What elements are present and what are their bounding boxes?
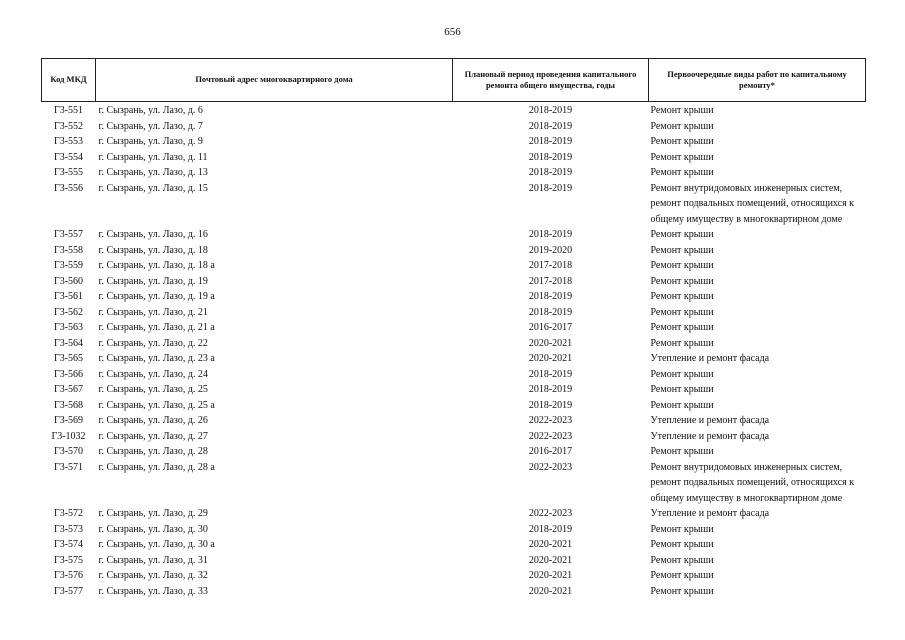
row-works-line: Ремонт крыши	[650, 337, 714, 349]
table-body	[42, 102, 866, 600]
row-works-line: общему имуществу в многоквартирном доме	[650, 492, 843, 504]
row-period: 2020-2021	[528, 570, 573, 581]
row-code: Г3-554	[53, 151, 84, 163]
row-period: 2016-2017	[528, 322, 573, 333]
row-address: г. Сызрань, ул. Лазо, д. 15	[98, 182, 208, 194]
table-row	[42, 537, 866, 553]
row-works	[649, 102, 866, 119]
row-code: Г3-570	[53, 446, 84, 457]
row-code: Г3-560	[53, 275, 84, 287]
row-works-line: Ремонт внутридомовых инженерных систем,	[650, 182, 843, 194]
row-works	[649, 134, 866, 150]
row-period: 2022-2023	[528, 508, 573, 519]
header-works: Первоочередные виды работ по капитальному ремонту*	[649, 59, 866, 102]
row-works-line: Утепление и ремонт фасада	[650, 415, 770, 426]
row-code: Г3-559	[53, 260, 84, 271]
table-row	[42, 102, 866, 119]
table-row	[42, 150, 866, 166]
table-row	[42, 506, 866, 522]
table-row	[42, 181, 866, 228]
row-works-line: ремонт подвальных помещений, относящихся к	[650, 477, 855, 488]
row-works	[649, 584, 866, 600]
row-code: Г3-553	[53, 136, 84, 147]
row-period: 2018-2019	[528, 151, 573, 163]
row-code: Г3-569	[53, 415, 84, 426]
row-works-line: Ремонт крыши	[650, 229, 714, 240]
table-row	[42, 568, 866, 584]
row-address: г. Сызрань, ул. Лазо, д. 18 а	[98, 260, 215, 271]
row-works-line: Ремонт крыши	[650, 384, 714, 395]
row-address: г. Сызрань, ул. Лазо, д. 29	[98, 508, 208, 519]
row-address: г. Сызрань, ул. Лазо, д. 11	[98, 151, 208, 163]
row-address: г. Сызрань, ул. Лазо, д. 32	[98, 570, 208, 581]
row-works	[649, 460, 866, 507]
row-period: 2016-2017	[528, 446, 573, 457]
row-works	[649, 444, 866, 460]
row-address: г. Сызрань, ул. Лазо, д. 25	[98, 384, 208, 395]
row-works-line: Ремонт крыши	[650, 167, 714, 178]
row-works-line: Ремонт крыши	[650, 570, 714, 581]
row-address: г. Сызрань, ул. Лазо, д. 23 а	[98, 353, 215, 364]
row-works	[649, 382, 866, 398]
row-works	[649, 367, 866, 383]
row-code: Г3-1032	[51, 430, 86, 442]
row-address: г. Сызрань, ул. Лазо, д. 26	[98, 415, 208, 426]
row-code: Г3-551	[53, 105, 84, 116]
table-row	[42, 367, 866, 383]
row-period: 2019-2020	[528, 244, 573, 256]
row-code: Г3-552	[53, 120, 84, 132]
row-works-line: Ремонт внутридомовых инженерных систем,	[650, 461, 843, 473]
row-address: г. Сызрань, ул. Лазо, д. 22	[98, 337, 208, 349]
table-row	[42, 258, 866, 274]
row-works-line: Ремонт крыши	[650, 322, 714, 333]
row-code: Г3-555	[53, 167, 84, 178]
row-works	[649, 243, 866, 259]
row-works	[649, 568, 866, 584]
table-row	[42, 134, 866, 150]
table-row	[42, 584, 866, 600]
row-address: г. Сызрань, ул. Лазо, д. 28 а	[98, 461, 215, 473]
row-address: г. Сызрань, ул. Лазо, д. 7	[98, 120, 203, 132]
row-address: г. Сызрань, ул. Лазо, д. 27	[98, 430, 208, 442]
row-works-line: Утепление и ремонт фасада	[650, 430, 770, 442]
table-row	[42, 429, 866, 445]
row-period: 2020-2021	[528, 353, 573, 364]
page-number: 656	[444, 26, 461, 38]
row-works	[649, 227, 866, 243]
table-row	[42, 274, 866, 290]
row-works	[649, 181, 866, 228]
row-period: 2018-2019	[528, 120, 573, 132]
table-row	[42, 320, 866, 336]
row-code: Г3-562	[53, 306, 84, 318]
header-code: Код МКД	[42, 59, 96, 102]
row-works-line: Ремонт крыши	[650, 585, 714, 597]
row-works	[649, 506, 866, 522]
row-works-line: Ремонт крыши	[650, 523, 714, 535]
row-period: 2018-2019	[528, 384, 573, 395]
row-period: 2020-2021	[528, 554, 573, 566]
row-period: 2020-2021	[528, 585, 573, 597]
row-code: Г3-567	[53, 384, 84, 395]
row-period: 2018-2019	[528, 291, 573, 302]
row-period: 2022-2023	[528, 430, 573, 442]
row-code: Г3-557	[53, 229, 84, 240]
table-row	[42, 398, 866, 414]
row-works	[649, 336, 866, 352]
row-address: г. Сызрань, ул. Лазо, д. 19	[98, 275, 208, 287]
row-works-line: Ремонт крыши	[650, 554, 714, 566]
row-address: г. Сызрань, ул. Лазо, д. 31	[98, 554, 208, 566]
table-header	[42, 59, 866, 102]
row-works	[649, 351, 866, 367]
row-works-line: Ремонт крыши	[650, 306, 714, 318]
header-period: Плановый период проведения капитального ремонта общего имущества, годы	[453, 59, 649, 102]
row-works	[649, 274, 866, 290]
row-works-line: Ремонт крыши	[650, 539, 714, 550]
row-period: 2018-2019	[528, 368, 573, 380]
row-works	[649, 522, 866, 538]
row-code: Г3-564	[53, 337, 84, 349]
row-period: 2018-2019	[528, 167, 573, 178]
table-row	[42, 553, 866, 569]
row-period: 2018-2019	[528, 399, 573, 411]
row-code: Г3-572	[53, 508, 84, 519]
row-works-line: Ремонт крыши	[650, 446, 714, 457]
row-code: Г3-571	[53, 461, 84, 473]
row-address: г. Сызрань, ул. Лазо, д. 24	[98, 368, 208, 380]
row-code: Г3-574	[53, 539, 84, 550]
table-row	[42, 444, 866, 460]
table-row	[42, 460, 866, 507]
row-code: Г3-556	[53, 182, 84, 194]
row-works-line: Ремонт крыши	[650, 260, 714, 271]
row-works-line: Ремонт крыши	[650, 275, 714, 287]
row-works-line: Ремонт крыши	[650, 244, 714, 256]
row-code: Г3-568	[53, 399, 84, 411]
row-works-line: Утепление и ремонт фасада	[650, 508, 770, 519]
table-row	[42, 289, 866, 305]
row-works	[649, 537, 866, 553]
table-row	[42, 243, 866, 259]
row-code: Г3-565	[53, 353, 84, 364]
row-works-line: Ремонт крыши	[650, 136, 714, 147]
row-period: 2017-2018	[528, 260, 573, 271]
table-row	[42, 351, 866, 367]
row-code: Г3-566	[53, 368, 84, 380]
row-period: 2018-2019	[528, 182, 573, 194]
row-works-line: Ремонт крыши	[650, 105, 714, 116]
row-period: 2020-2021	[528, 337, 573, 349]
table-row	[42, 227, 866, 243]
row-works	[649, 398, 866, 414]
row-works	[649, 165, 866, 181]
row-address: г. Сызрань, ул. Лазо, д. 9	[98, 136, 203, 147]
row-works	[649, 305, 866, 321]
table-row	[42, 413, 866, 429]
row-works	[649, 150, 866, 166]
table-row	[42, 119, 866, 135]
row-address: г. Сызрань, ул. Лазо, д. 30	[98, 523, 208, 535]
row-works	[649, 119, 866, 135]
row-address: г. Сызрань, ул. Лазо, д. 18	[98, 244, 208, 256]
row-works	[649, 413, 866, 429]
row-code: Г3-576	[53, 570, 84, 581]
row-code: Г3-575	[53, 554, 84, 566]
row-period: 2022-2023	[528, 461, 573, 473]
table-row	[42, 522, 866, 538]
row-address: г. Сызрань, ул. Лазо, д. 13	[98, 167, 208, 178]
table-row	[42, 382, 866, 398]
row-code: Г3-561	[53, 291, 84, 302]
row-period: 2018-2019	[528, 105, 573, 116]
row-works	[649, 320, 866, 336]
row-period: 2020-2021	[528, 539, 573, 550]
header-address: Почтовый адрес многоквартирного дома	[96, 59, 453, 102]
row-period: 2022-2023	[528, 415, 573, 426]
table-row	[42, 305, 866, 321]
row-address: г. Сызрань, ул. Лазо, д. 25 а	[98, 399, 215, 411]
table-row	[42, 336, 866, 352]
row-works-line: Ремонт крыши	[650, 151, 714, 163]
row-code: Г3-577	[53, 585, 84, 597]
row-code: Г3-563	[53, 322, 84, 333]
row-works-line: общему имуществу в многоквартирном доме	[650, 213, 843, 225]
row-address: г. Сызрань, ул. Лазо, д. 19 а	[98, 291, 215, 302]
row-period: 2017-2018	[528, 275, 573, 287]
row-address: г. Сызрань, ул. Лазо, д. 28	[98, 446, 208, 457]
table-row	[42, 165, 866, 181]
row-works-line: Ремонт крыши	[650, 368, 714, 380]
row-works	[649, 429, 866, 445]
row-works-line: Ремонт крыши	[650, 291, 714, 302]
capital-repair-table	[41, 58, 866, 599]
row-works	[649, 289, 866, 305]
row-period: 2018-2019	[528, 229, 573, 240]
row-code: Г3-558	[53, 244, 84, 256]
row-works	[649, 258, 866, 274]
row-address: г. Сызрань, ул. Лазо, д. 21 а	[98, 322, 215, 333]
row-period: 2018-2019	[528, 136, 573, 147]
row-address: г. Сызрань, ул. Лазо, д. 6	[98, 105, 203, 116]
row-code: Г3-573	[53, 523, 84, 535]
row-address: г. Сызрань, ул. Лазо, д. 16	[98, 229, 208, 240]
row-works-line: Ремонт крыши	[650, 120, 714, 132]
row-works-line: Утепление и ремонт фасада	[650, 353, 770, 364]
row-period: 2018-2019	[528, 523, 573, 535]
row-address: г. Сызрань, ул. Лазо, д. 33	[98, 585, 208, 597]
row-period: 2018-2019	[528, 306, 573, 318]
row-address: г. Сызрань, ул. Лазо, д. 30 а	[98, 539, 215, 550]
row-address: г. Сызрань, ул. Лазо, д. 21	[98, 306, 208, 318]
row-works-line: Ремонт крыши	[650, 399, 714, 411]
row-works-line: ремонт подвальных помещений, относящихся к	[650, 198, 855, 209]
row-works	[649, 553, 866, 569]
